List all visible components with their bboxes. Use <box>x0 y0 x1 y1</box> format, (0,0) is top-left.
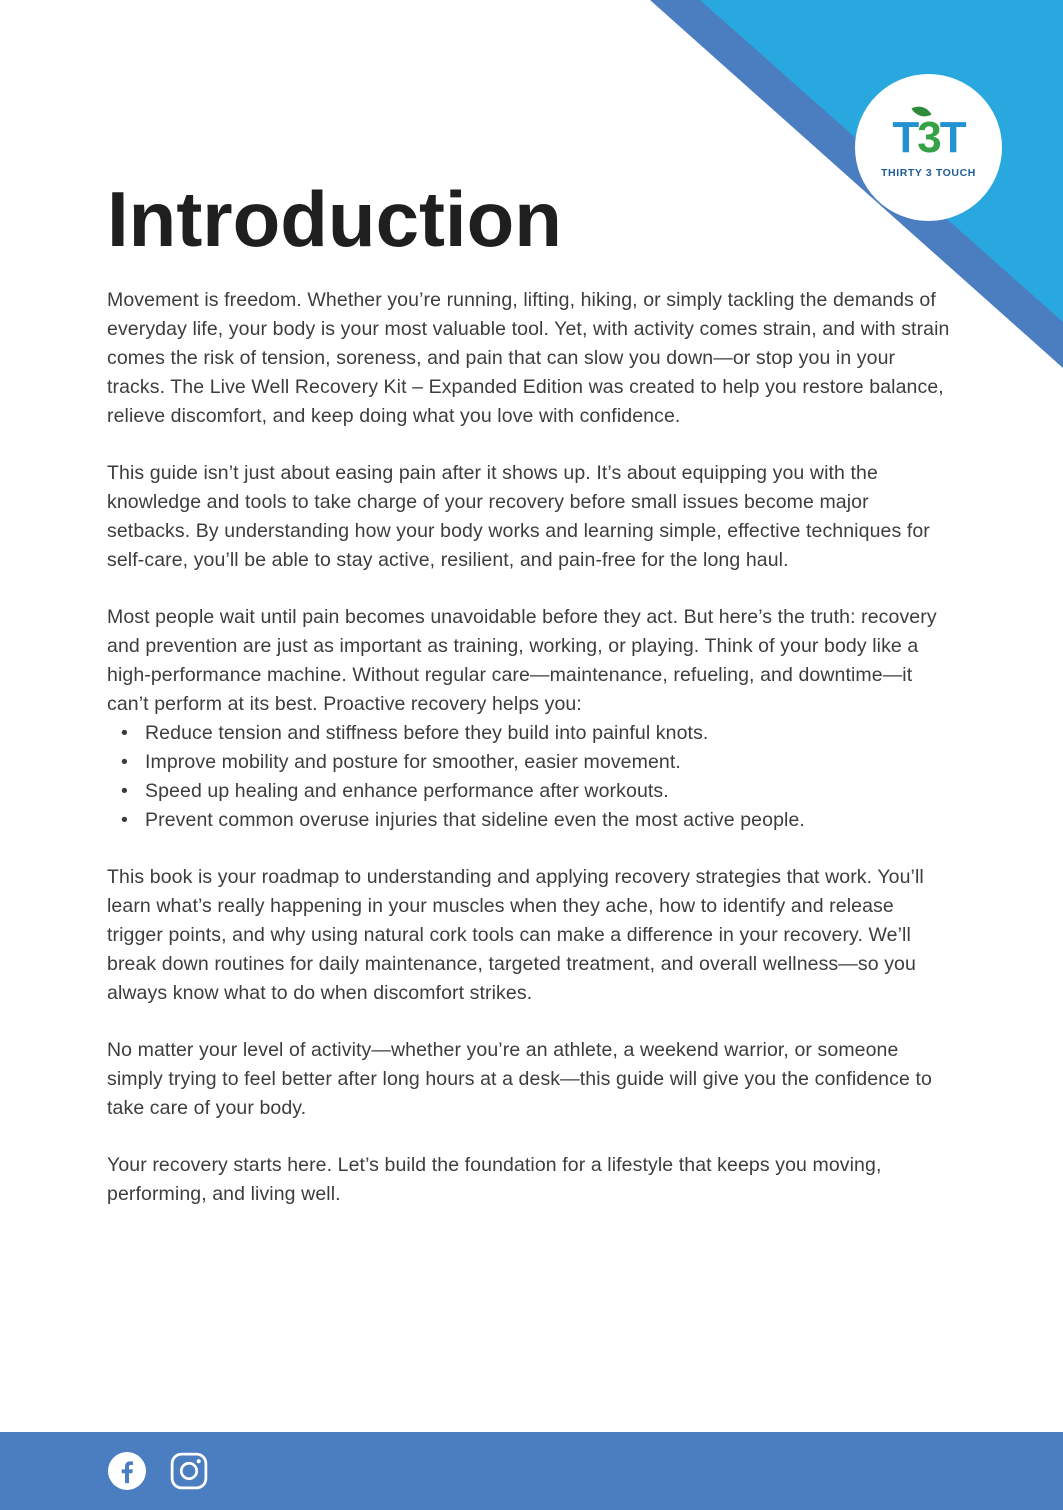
logo-name: THIRTY 3 TOUCH <box>881 167 976 179</box>
document-content <box>107 0 952 1237</box>
logo-letter-t-left: T <box>892 113 918 162</box>
list-item: • Speed up healing and enhance performance after workouts. <box>107 777 952 806</box>
intro-paragraph-5: No matter your level of activity—whether you’re an athlete, a weekend warrior, or someone simply trying to feel better after long hours at a desk—this guide will give you the confidence to take care of your body. <box>107 1039 932 1119</box>
page-title: Introduction <box>107 175 562 263</box>
list-item: • Prevent common overuse injuries that sideline even the most active people. <box>107 806 952 835</box>
list-item: • Reduce tension and stiffness before they build into painful knots. <box>107 719 952 748</box>
intro-paragraph-2: This guide isn’t just about easing pain after it shows up. It’s about equipping you with the knowledge and tools to take charge of your recovery before small issues become major setbacks. By understanding how your body works and learning simple, effective techniques for self-care, you’ll be able to stay active, resilient, and pain-free for the long haul. <box>107 462 930 571</box>
intro-paragraph-3: Most people wait until pain becomes unavoidable before they act. But here’s the truth: recovery and prevention are just as important as training, working, or playing. Think of your body like a high-performance machine. Without regular care—maintenance, refueling, and downtime—it can’t perform at its best. Proactive recovery helps you: <box>107 606 937 715</box>
logo-letter-t-right: T <box>939 113 965 162</box>
intro-paragraph-6: Your recovery starts here. Let’s build the foundation for a lifestyle that keeps you moving, performing, and living well. <box>107 1154 882 1205</box>
intro-paragraph-1: Movement is freedom. Whether you’re running, lifting, hiking, or simply tackling the demands of everyday life, your body is your most valuable tool. Yet, with activity comes strain, and with strain comes the risk of tension, soreness, and pain that can slow you down—or stop you in your tracks. The Live Well Recovery Kit – Expanded Edition was created to help you restore balance, relieve discomfort, and keep doing what you love with confidence. <box>107 289 950 427</box>
benefits-list <box>107 719 952 835</box>
instagram-icon[interactable] <box>170 1452 208 1490</box>
intro-paragraph-4: This book is your roadmap to understanding and applying recovery strategies that work. You’ll learn what’s really happening in your muscles when they ache, how to identify and release trigger points, and why using natural cork tools can make a difference in your recovery. We’ll break down routines for daily maintenance, targeted treatment, and overall wellness—so you always know what to do when discomfort strikes. <box>107 866 924 1004</box>
list-item: • Improve mobility and posture for smoother, easier movement. <box>107 748 952 777</box>
facebook-icon[interactable] <box>108 1452 146 1490</box>
logo-number-3: 3 <box>917 113 939 162</box>
footer-bar <box>0 1432 1063 1510</box>
